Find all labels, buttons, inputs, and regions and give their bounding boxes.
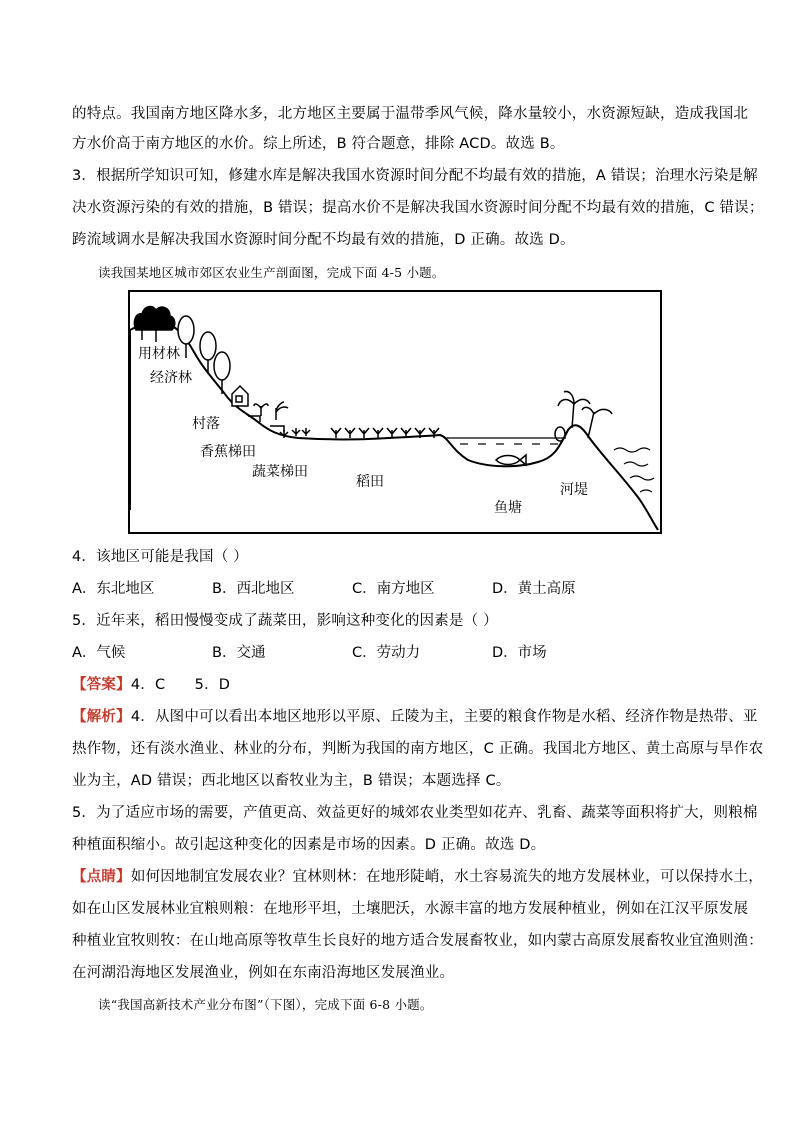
label-timber-forest: 用材林 <box>138 346 180 362</box>
q5-option-c[interactable]: C．劳动力 <box>352 645 421 661</box>
tip-tag: 【点睛】 <box>72 869 131 885</box>
para3-line2: 决水资源污染的有效的措施，B 错误；提高水价不是解决我国水资源时间分配不均最有效的措施，C 错误； <box>72 200 764 216</box>
q5-stem: 5．近年来，稻田慢慢变成了蔬菜田，影响这种变化的因素是（ ） <box>72 613 498 629</box>
analysis-line3: 业为主，AD 错误；西北地区以畜牧业为主，B 错误；本题选择 C。 <box>72 773 511 789</box>
label-river-dike: 河堤 <box>560 482 588 498</box>
q4-option-a[interactable]: A．东北地区 <box>72 581 155 597</box>
answer-line <box>72 674 732 696</box>
tip-line1 <box>72 866 763 888</box>
q5-option-d[interactable]: D．市场 <box>492 645 547 661</box>
intro-6-8: 读“我国高新技术产业分布图”（下图），完成下面 6-8 小题。 <box>98 997 433 1012</box>
q4-option-b[interactable]: B．西北地区 <box>212 581 295 597</box>
para3-line3: 跨流域调水是解决我国水资源时间分配不均最有效的措施，D 正确。故选 D。 <box>72 232 575 248</box>
tip-line3: 种植业宜牧则牧：在山地高原等牧草生长良好的地方适合发展畜牧业，如内蒙古高原发展畜牧业宜渔则渔： <box>72 933 763 949</box>
para3-line1: 3．根据所学知识可知，修建水库是解决我国水资源时间分配不均最有效的措施，A 错误；治理水污染是解 <box>72 168 758 184</box>
para1-line1: 的特点。我国南方地区降水多，北方地区主要属于温带季风气候，降水量较小，水资源短缺，造成我国北 <box>72 106 749 122</box>
tip-line2: 如在山区发展林业宜粮则粮：在地形平坦，土壤肥沃，水源丰富的地方发展种植业，例如在江汉平原发展 <box>72 901 749 917</box>
q5-option-b[interactable]: B．交通 <box>212 645 266 661</box>
answer-text: 4．C 5．D <box>130 677 231 693</box>
q4-option-d[interactable]: D．黄土高原 <box>492 581 576 597</box>
label-vegetable-terrace: 蔬菜梯田 <box>252 464 308 480</box>
analysis-tag: 【解析】 <box>72 709 131 725</box>
analysis-text-1: 4．从图中可以看出本地区地形以平原、丘陵为主，主要的粮食作物是水稻、经济作物是热带、亚 <box>130 709 758 725</box>
intro-4-5: 读我国某地区城市郊区农业生产剖面图，完成下面 4-5 小题。 <box>98 265 445 280</box>
label-rice-field: 稻田 <box>356 474 384 490</box>
q5-option-a[interactable]: A．气候 <box>72 645 126 661</box>
para1-line2: 方水价高于南方地区的水价。综上所述，B 符合题意，排除 ACD。故选 B。 <box>72 136 565 152</box>
label-village: 村落 <box>192 416 220 432</box>
label-fish-pond: 鱼塘 <box>494 500 522 516</box>
analysis-line4: 5．为了适应市场的需要，产值更高、效益更好的城郊农业类型如花卉、乳畜、蔬菜等面积将扩大，则粮棉 <box>72 805 758 821</box>
q4-stem: 4．该地区可能是我国（ ） <box>72 549 248 565</box>
answer-tag: 【答案】 <box>72 677 131 693</box>
analysis-line1 <box>72 706 758 728</box>
tip-line4: 在河湖沿海地区发展渔业，例如在东南沿海地区发展渔业。 <box>72 965 455 981</box>
analysis-line2: 热作物，还有淡水渔业、林业的分布，判断为我国的南方地区，C 正确。我国北方地区、黄土高原与旱作农 <box>72 741 764 757</box>
q4-option-c[interactable]: C．南方地区 <box>352 581 435 597</box>
label-economic-forest: 经济林 <box>150 370 192 386</box>
tip-text-1: 如何因地制宜发展农业？宜林则林：在地形陡峭，水土容易流失的地方发展林业，可以保持水土， <box>130 869 763 885</box>
label-banana-terrace: 香蕉梯田 <box>200 444 256 460</box>
analysis-line5: 种植面积缩小。故引起这种变化的因素是市场的因素。D 正确。故选 D。 <box>72 837 546 853</box>
agriculture-profile-figure <box>128 290 662 534</box>
